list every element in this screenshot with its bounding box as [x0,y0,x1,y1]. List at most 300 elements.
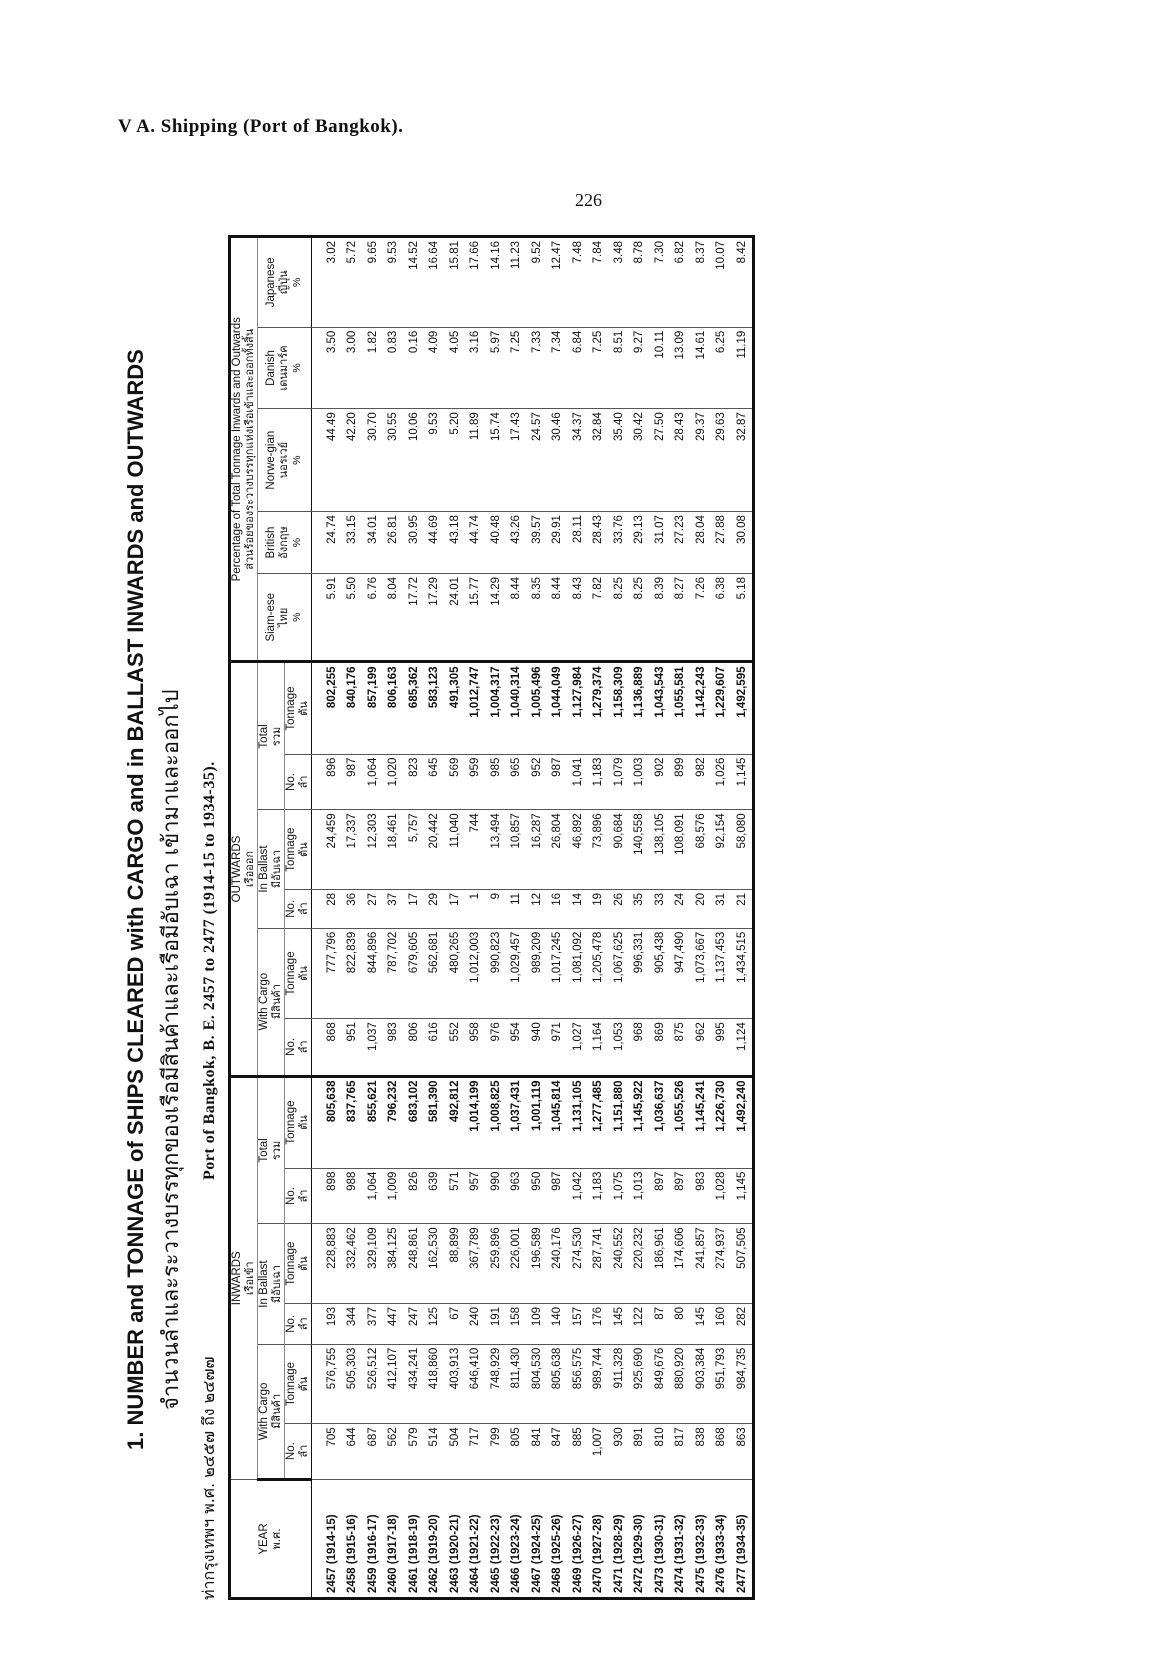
inwards-total-no-cell: 1,009 [383,1168,404,1224]
outwards-total-no-cell: 987 [342,754,363,810]
japanese-label-thai: ญี่ปุ่น [276,270,290,295]
inwards-cargo-no-cell: 687 [363,1424,384,1480]
outwards-ballast-tonnage-cell: 20,442 [424,810,445,890]
japanese-pct-cell: 5.72 [342,237,363,328]
outwards-ballast-tonnage-cell: 140,558 [629,810,650,890]
year-header [230,1480,312,1599]
british-pct-cell: 40.48 [486,512,507,574]
outwards-total-no-cell: 1,003 [629,754,650,810]
norwegian-pct-cell: 30.42 [629,409,650,512]
norwegian-pct-cell: 17.43 [506,409,527,512]
outwards-cargo-tonnage-cell: 1,012,003 [465,928,486,1019]
inwards-total-tonnage-cell: 1,045,814 [547,1076,568,1168]
inwards-total-no-cell: 957 [465,1168,486,1224]
outwards-cargo-no-cell: 940 [527,1019,548,1076]
outwards-total-tonnage-cell: 857,199 [363,662,384,754]
outwards-in-ballast-header [257,810,284,928]
norwegian-pct-cell: 24.57 [527,409,548,512]
outwards-cargo-tonnage-cell: 1,205,478 [588,928,609,1019]
japanese-pct-cell: 8.78 [629,237,650,328]
outwards-ballast-no-cell: 27 [363,889,384,928]
tonnage-label: Tonnage [284,951,297,996]
outwards-total-tonnage-cell: 1,005,496 [527,662,548,754]
norwegian-pct-cell: 29.37 [691,409,712,512]
norwegian-pct-cell: 9.53 [424,409,445,512]
inwards-ballast-tonnage-cell: 241,857 [691,1224,712,1304]
pct-unit: % [290,277,303,288]
inwards-total-no-cell: 1,145 [732,1168,754,1224]
outwards-total-no-cell: 1,026 [711,754,732,810]
outwards-total-tonnage-cell: 1,040,314 [506,662,527,754]
japanese-pct-cell: 3.02 [311,237,342,328]
inwards-ballast-tonnage-cell: 240,176 [547,1224,568,1304]
outwards-total-tonnage-cell: 583,123 [424,662,445,754]
table-row [568,237,589,1599]
siamese-pct-cell: 5.50 [342,574,363,663]
inwards-cargo-no-cell: 504 [445,1424,466,1480]
danish-pct-cell: 13.09 [670,327,691,409]
inwards-cargo-no-cell: 841 [527,1424,548,1480]
inwards-total-no-cell: 1,183 [588,1168,609,1224]
no-header [284,1168,311,1224]
japanese-pct-cell: 9.53 [383,237,404,328]
british-pct-cell: 29.13 [629,512,650,574]
table-row [465,237,486,1599]
danish-pct-cell: 11.19 [732,327,754,409]
inwards-cargo-no-cell: 1,007 [588,1424,609,1480]
tonnage-label-thai: ตัน [296,842,310,857]
norwegian-pct-cell: 32.84 [588,409,609,512]
inwards-ballast-tonnage-cell: 367,789 [465,1224,486,1304]
norwegian-pct-cell: 29.63 [711,409,732,512]
danish-pct-cell: 1.82 [363,327,384,409]
outwards-total-tonnage-cell: 1,158,309 [609,662,630,754]
inwards-total-no-cell: 897 [670,1168,691,1224]
japanese-pct-cell: 6.82 [670,237,691,328]
percentage-header [230,237,258,663]
inwards-total-no-cell: 571 [445,1168,466,1224]
outwards-ballast-no-cell: 12 [527,889,548,928]
japanese-pct-cell: 7.48 [568,237,589,328]
outwards-total-tonnage-cell: 491,305 [445,662,466,754]
inwards-cargo-tonnage-cell: 903,384 [691,1344,712,1424]
year-cell: 2476 (1933-34) [711,1480,732,1599]
danish-pct-cell: 4.09 [424,327,445,409]
tonnage-label: Tonnage [284,1361,297,1407]
outwards-cargo-no-cell: 971 [547,1019,568,1076]
place-label: ท่ากรุงเทพฯ พ.ศ. ๒๔๕๗ ถึง ๒๔๗๗ [199,1356,218,1600]
inwards-cargo-no-cell: 514 [424,1424,445,1480]
year-cell: 2462 (1919-20) [424,1480,445,1599]
outwards-cargo-no-cell: 552 [445,1019,466,1076]
japanese-pct-cell: 14.52 [404,237,425,328]
norwegian-pct-cell: 32.87 [732,409,754,512]
year-cell: 2468 (1925-26) [547,1480,568,1599]
siamese-label-thai: ไทย [276,607,290,627]
outwards-cargo-tonnage-cell: 822,839 [342,928,363,1019]
outwards-total-no-cell: 899 [670,754,691,810]
danish-pct-cell: 14.61 [691,327,712,409]
siamese-header [257,574,311,663]
inwards-ballast-no-cell: 193 [311,1303,342,1344]
outwards-ballast-no-cell: 24 [670,889,691,928]
outwards-ballast-tonnage-cell: 744 [465,810,486,890]
outwards-total-tonnage-cell: 1,492,595 [732,662,754,754]
table-title-thai: จำนวนลำและระวางบรรทุกของเรือมีสินค้าและเรือมีอับเฉา เข้ามาและออกไป [159,689,184,1410]
outwards-total-no-cell: 1,079 [609,754,630,810]
danish-pct-cell: 10.11 [650,327,671,409]
danish-pct-cell: 3.16 [465,327,486,409]
inwards-cargo-no-cell: 579 [404,1424,425,1480]
year-cell: 2470 (1927-28) [588,1480,609,1599]
inwards-total-no-cell: 1,013 [629,1168,650,1224]
siamese-pct-cell: 8.44 [547,574,568,663]
outwards-ballast-tonnage-cell: 11,040 [445,810,466,890]
danish-pct-cell: 4.05 [445,327,466,409]
siamese-pct-cell: 8.44 [506,574,527,663]
outwards-total-no-cell: 985 [486,754,507,810]
inwards-ballast-tonnage-cell: 226,001 [506,1224,527,1304]
inwards-total-tonnage-cell: 1,055,526 [670,1076,691,1168]
japanese-pct-cell: 16.64 [424,237,445,328]
inwards-ballast-tonnage-cell: 384,125 [383,1224,404,1304]
inwards-ballast-no-cell: 247 [404,1303,425,1344]
no-label-thai: ลำ [296,1040,310,1054]
outwards-total-no-cell: 902 [650,754,671,810]
no-label-thai: ลำ [296,775,310,789]
inwards-total-no-cell: 983 [691,1168,712,1224]
japanese-pct-cell: 9.52 [527,237,548,328]
siamese-pct-cell: 5.18 [732,574,754,663]
year-cell: 2460 (1917-18) [383,1480,404,1599]
inwards-cargo-no-cell: 562 [383,1424,404,1480]
norwegian-pct-cell: 10.06 [404,409,425,512]
outwards-total-no-cell: 982 [691,754,712,810]
with-cargo-label: With Cargo [257,1382,270,1441]
inwards-cargo-no-cell: 868 [711,1424,732,1480]
table-row [424,237,445,1599]
inwards-total-tonnage-cell: 1,492,240 [732,1076,754,1168]
inwards-cargo-no-cell: 799 [486,1424,507,1480]
table-row [629,237,650,1599]
inwards-total-no-cell: 898 [311,1168,342,1224]
outwards-total-no-cell: 959 [465,754,486,810]
inwards-total-no-cell: 950 [527,1168,548,1224]
inwards-ballast-tonnage-cell: 162,530 [424,1224,445,1304]
inwards-total-no-cell: 826 [404,1168,425,1224]
danish-label: Danish [264,350,277,386]
table-row [527,237,548,1599]
inwards-total-no-cell: 963 [506,1168,527,1224]
outwards-ballast-tonnage-cell: 10,857 [506,810,527,890]
outwards-ballast-tonnage-cell: 73,896 [588,810,609,890]
inwards-ballast-tonnage-cell: 220,232 [629,1224,650,1304]
inwards-total-tonnage-cell: 1,037,431 [506,1076,527,1168]
outwards-cargo-no-cell: 1,053 [609,1019,630,1076]
inwards-cargo-tonnage-cell: 984,735 [732,1344,754,1424]
inwards-total-no-cell: 1,064 [363,1168,384,1224]
inwards-ballast-no-cell: 344 [342,1303,363,1344]
inwards-total-tonnage-cell: 1,151,880 [609,1076,630,1168]
siamese-pct-cell: 17.72 [404,574,425,663]
year-cell: 2472 (1929-30) [629,1480,650,1599]
inwards-total-no-cell: 988 [342,1168,363,1224]
inwards-ballast-no-cell: 109 [527,1303,548,1344]
inwards-cargo-tonnage-cell: 748,929 [486,1344,507,1424]
outwards-cargo-no-cell: 951 [342,1019,363,1076]
year-cell: 2466 (1923-24) [506,1480,527,1599]
year-cell: 2477 (1934-35) [732,1480,754,1599]
inwards-ballast-no-cell: 125 [424,1303,445,1344]
danish-pct-cell: 7.25 [588,327,609,409]
inwards-cargo-tonnage-cell: 856,575 [568,1344,589,1424]
no-label: No. [284,1442,297,1461]
in-ballast-label-thai: มีอับเฉา [270,1264,284,1304]
danish-pct-cell: 6.84 [568,327,589,409]
inwards-cargo-no-cell: 810 [650,1424,671,1480]
inwards-ballast-no-cell: 447 [383,1303,404,1344]
british-pct-cell: 39.57 [527,512,548,574]
japanese-pct-cell: 14.16 [486,237,507,328]
no-label-thai: ลำ [296,1444,310,1458]
siamese-pct-cell: 14.29 [486,574,507,663]
danish-pct-cell: 5.97 [486,327,507,409]
british-pct-cell: 30.95 [404,512,425,574]
inwards-ballast-tonnage-cell: 274,937 [711,1224,732,1304]
inwards-ballast-tonnage-cell: 240,552 [609,1224,630,1304]
inwards-ballast-tonnage-cell: 259,896 [486,1224,507,1304]
outwards-total-no-cell: 896 [311,754,342,810]
british-pct-cell: 33.76 [609,512,630,574]
outwards-total-no-cell: 1,020 [383,754,404,810]
norwegian-pct-cell: 30.46 [547,409,568,512]
table-row [342,237,363,1599]
outwards-cargo-no-cell: 875 [670,1019,691,1076]
inwards-total-no-cell: 897 [650,1168,671,1224]
outwards-ballast-no-cell: 36 [342,889,363,928]
table-body [311,237,754,1599]
year-cell: 2475 (1932-33) [691,1480,712,1599]
inwards-cargo-tonnage-cell: 418,860 [424,1344,445,1424]
outwards-ballast-tonnage-cell: 90,684 [609,810,630,890]
table-row [732,237,754,1599]
percentage-label-thai: ส่วนร้อยของระวางบรรทุกแห่งเรือเข้าและออกทั้งสิ้น [243,328,257,570]
inwards-cargo-tonnage-cell: 911,328 [609,1344,630,1424]
outwards-total-no-cell: 952 [527,754,548,810]
page-number: 226 [575,190,602,210]
outwards-total-tonnage-cell: 1,127,984 [568,662,589,754]
inwards-ballast-tonnage-cell: 88,899 [445,1224,466,1304]
outwards-total-no-cell: 645 [424,754,445,810]
outwards-cargo-tonnage-cell: 777,796 [311,928,342,1019]
outwards-cargo-tonnage-cell: 844,896 [363,928,384,1019]
outwards-total-tonnage-cell: 1,229,607 [711,662,732,754]
total-label-thai: รวม [270,726,284,747]
outwards-total-no-cell: 1,183 [588,754,609,810]
japanese-pct-cell: 12.47 [547,237,568,328]
outwards-total-tonnage-cell: 685,362 [404,662,425,754]
inwards-ballast-no-cell: 80 [670,1303,691,1344]
outwards-ballast-no-cell: 17 [445,889,466,928]
japanese-header [257,237,311,328]
danish-pct-cell: 9.27 [629,327,650,409]
siamese-pct-cell: 5.91 [311,574,342,663]
inwards-ballast-no-cell: 122 [629,1303,650,1344]
danish-pct-cell: 7.33 [527,327,548,409]
siamese-pct-cell: 6.76 [363,574,384,663]
inwards-total-no-cell: 639 [424,1168,445,1224]
with-cargo-label-thai: มีสินค้า [270,984,284,1020]
outwards-ballast-tonnage-cell: 58,080 [732,810,754,890]
in-ballast-label: In Ballast [257,1260,270,1308]
outwards-cargo-no-cell: 868 [311,1019,342,1076]
inwards-ballast-no-cell: 158 [506,1303,527,1344]
no-header [284,889,311,928]
inwards-total-tonnage-cell: 1,001,119 [527,1076,548,1168]
year-cell: 2474 (1931-32) [670,1480,691,1599]
outwards-cargo-no-cell: 954 [506,1019,527,1076]
outwards-cargo-tonnage-cell: 1,137,453 [711,928,732,1019]
pct-unit: % [290,612,303,622]
outwards-cargo-no-cell: 995 [711,1019,732,1076]
table-row [609,237,630,1599]
outwards-cargo-tonnage-cell: 562,681 [424,928,445,1019]
siamese-pct-cell: 6.38 [711,574,732,663]
inwards-total-tonnage-cell: 1,008,825 [486,1076,507,1168]
no-label: No. [284,1187,297,1205]
outwards-cargo-no-cell: 958 [465,1019,486,1076]
outwards-total-tonnage-cell: 802,255 [311,662,342,754]
table-row [445,237,466,1599]
outwards-ballast-tonnage-cell: 92,154 [711,810,732,890]
british-pct-cell: 34.01 [363,512,384,574]
tonnage-label-thai: ตัน [296,966,310,981]
british-pct-cell: 28.43 [588,512,609,574]
table-row [547,237,568,1599]
british-pct-cell: 43.18 [445,512,466,574]
no-label-thai: ลำ [296,1189,310,1203]
tonnage-label-thai: ตัน [296,1115,310,1130]
japanese-pct-cell: 17.66 [465,237,486,328]
siamese-pct-cell: 15.77 [465,574,486,663]
inwards-ballast-tonnage-cell: 186,961 [650,1224,671,1304]
inwards-cargo-tonnage-cell: 403,913 [445,1344,466,1424]
total-label: Total [257,724,270,749]
inwards-cargo-no-cell: 817 [670,1424,691,1480]
inwards-ballast-no-cell: 140 [547,1303,568,1344]
inwards-cargo-tonnage-cell: 849,676 [650,1344,671,1424]
year-cell: 2459 (1916-17) [363,1480,384,1599]
outwards-ballast-no-cell: 26 [609,889,630,928]
shipping-table [228,235,755,1600]
year-cell: 2465 (1922-23) [486,1480,507,1599]
inwards-ballast-tonnage-cell: 329,109 [363,1224,384,1304]
outwards-cargo-no-cell: 869 [650,1019,671,1076]
outwards-cargo-no-cell: 962 [691,1019,712,1076]
outwards-ballast-tonnage-cell: 26,804 [547,810,568,890]
japanese-pct-cell: 7.30 [650,237,671,328]
british-label: British [264,526,277,559]
inwards-ballast-no-cell: 157 [568,1303,589,1344]
outwards-ballast-tonnage-cell: 18,461 [383,810,404,890]
year-cell: 2461 (1918-19) [404,1480,425,1599]
inwards-total-no-cell: 990 [486,1168,507,1224]
outwards-ballast-no-cell: 37 [383,889,404,928]
inwards-ballast-tonnage-cell: 332,462 [342,1224,363,1304]
year-label-thai: พ.ศ. [270,1528,284,1550]
inwards-ballast-no-cell: 282 [732,1303,754,1344]
danish-label-thai: เดนมาร์ค [276,345,290,391]
table-head [230,237,312,1599]
inwards-cargo-no-cell: 930 [609,1424,630,1480]
siamese-pct-cell: 8.39 [650,574,671,663]
outwards-total-tonnage-cell: 1,044,049 [547,662,568,754]
inwards-total-tonnage-cell: 581,390 [424,1076,445,1168]
british-pct-cell: 29.91 [547,512,568,574]
japanese-pct-cell: 8.37 [691,237,712,328]
table-title: 1. NUMBER and TONNAGE of SHIPS CLEARED with CARGO and in BALLAST INWARDS and OUTWARDS [123,349,148,1450]
outwards-ballast-no-cell: 28 [311,889,342,928]
outwards-ballast-no-cell: 1 [465,889,486,928]
year-label: YEAR [257,1523,270,1555]
siamese-pct-cell: 8.25 [609,574,630,663]
tonnage-label: Tonnage [284,1100,297,1145]
inwards-cargo-no-cell: 847 [547,1424,568,1480]
norwegian-header [257,409,311,512]
inwards-ballast-no-cell: 176 [588,1303,609,1344]
outwards-total-no-cell: 1,041 [568,754,589,810]
inwards-total-no-cell: 1,028 [711,1168,732,1224]
year-cell: 2464 (1921-22) [465,1480,486,1599]
section-heading: V A. Shipping (Port of Bangkok). [118,116,404,137]
outwards-cargo-tonnage-cell: 480,265 [445,928,466,1019]
inwards-total-tonnage-cell: 1,131,105 [568,1076,589,1168]
year-cell: 2471 (1928-29) [609,1480,630,1599]
outwards-ballast-no-cell: 11 [506,889,527,928]
british-pct-cell: 30.08 [732,512,754,574]
japanese-pct-cell: 8.42 [732,237,754,328]
outwards-total-no-cell: 1,064 [363,754,384,810]
table-row [311,237,342,1599]
outwards-cargo-tonnage-cell: 996,331 [629,928,650,1019]
outwards-with-cargo-header [257,928,284,1076]
british-pct-cell: 24.74 [311,512,342,574]
outwards-total-no-cell: 823 [404,754,425,810]
year-cell: 2463 (1920-21) [445,1480,466,1599]
outwards-ballast-tonnage-cell: 12,303 [363,810,384,890]
british-pct-cell: 44.69 [424,512,445,574]
total-label: Total [257,1138,270,1163]
outwards-cargo-no-cell: 968 [629,1019,650,1076]
inwards-ballast-no-cell: 191 [486,1303,507,1344]
siamese-pct-cell: 7.82 [588,574,609,663]
british-pct-cell: 28.04 [691,512,712,574]
outwards-cargo-tonnage-cell: 679,605 [404,928,425,1019]
norwegian-pct-cell: 15.74 [486,409,507,512]
british-header [257,512,311,574]
inwards-total-tonnage-cell: 683,102 [404,1076,425,1168]
table-row [404,237,425,1599]
siamese-pct-cell: 8.04 [383,574,404,663]
tonnage-label-thai: ตัน [296,1256,310,1271]
tonnage-header [284,1076,311,1168]
inwards-cargo-tonnage-cell: 804,530 [527,1344,548,1424]
outwards-total-no-cell: 569 [445,754,466,810]
outwards-cargo-no-cell: 1,124 [732,1019,754,1076]
outwards-ballast-no-cell: 9 [486,889,507,928]
tonnage-header [284,810,311,890]
outwards-total-tonnage-cell: 1,012,747 [465,662,486,754]
